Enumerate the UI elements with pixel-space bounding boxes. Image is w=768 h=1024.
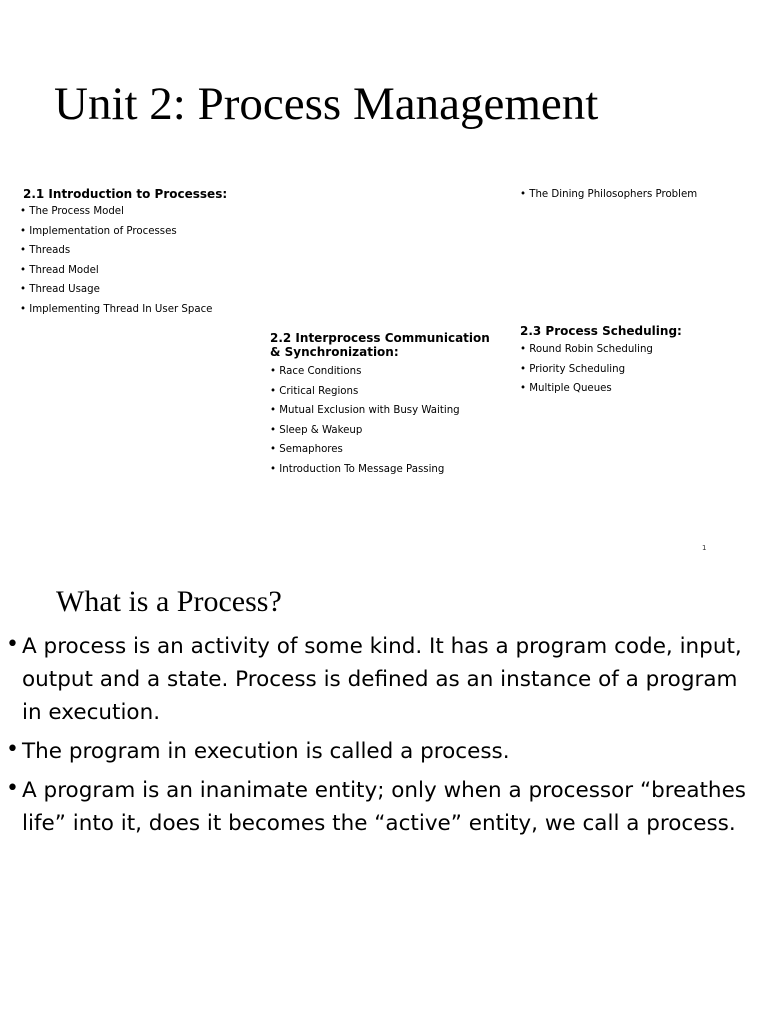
topic-list (520, 340, 682, 399)
section-ipc-sync (270, 331, 502, 479)
list-item: • Thread Model (20, 264, 99, 276)
section-process-scheduling (520, 324, 682, 399)
bullet-icon: • (6, 776, 19, 801)
list-item: • Critical Regions (270, 385, 359, 397)
section-heading: 2.1 Introduction to Processes: (23, 187, 228, 201)
list-item: • Mutual Exclusion with Busy Waiting (270, 405, 460, 416)
section-intro-processes (20, 187, 227, 319)
bullet-item (6, 774, 746, 840)
list-item: • Introduction To Message Passing (270, 463, 445, 475)
slide-title: Unit 2: Process Management (54, 78, 599, 130)
page-number: 1 (702, 544, 707, 552)
slide-title: What is a Process? (56, 585, 282, 618)
bullet-text: The program in execution is called a process. (22, 739, 510, 764)
list-item: • Threads (20, 245, 71, 256)
bullet-item (6, 735, 746, 768)
list-item: • Race Conditions (270, 366, 362, 377)
bullet-text: A program is an inanimate entity; only when a processor “breathes life” into it, does it becomes the “active” entity, we call a process. (22, 778, 746, 836)
topic-list (270, 362, 502, 479)
list-item: • Implementing Thread In User Space (20, 303, 213, 315)
bullet-icon: • (6, 737, 19, 762)
section-heading: 2.2 Interprocess Communication & Synchronization: (270, 331, 490, 359)
list-item: • Sleep & Wakeup (270, 424, 363, 436)
list-item: • Multiple Queues (520, 383, 612, 394)
bullet-text: A process is an activity of some kind. It has a program code, input, output and a state. Process is defined as an instance of a program in execution. (22, 634, 742, 725)
bullet-icon: • (6, 632, 19, 657)
topic-list (520, 185, 697, 205)
section-heading: 2.3 Process Scheduling: (520, 324, 682, 338)
topic-list (20, 202, 227, 319)
list-item: • Semaphores (270, 444, 343, 455)
dining-philosophers-item (520, 185, 697, 205)
slide-what-is-process (0, 560, 768, 1024)
bullet-item (6, 630, 746, 729)
list-item: • Implementation of Processes (20, 225, 177, 237)
list-item: • Round Robin Scheduling (520, 344, 653, 355)
bullet-list (6, 630, 746, 846)
list-item: • The Dining Philosophers Problem (520, 189, 698, 200)
list-item: • The Process Model (20, 206, 124, 217)
list-item: • Priority Scheduling (520, 363, 626, 375)
list-item: • Thread Usage (20, 284, 100, 295)
